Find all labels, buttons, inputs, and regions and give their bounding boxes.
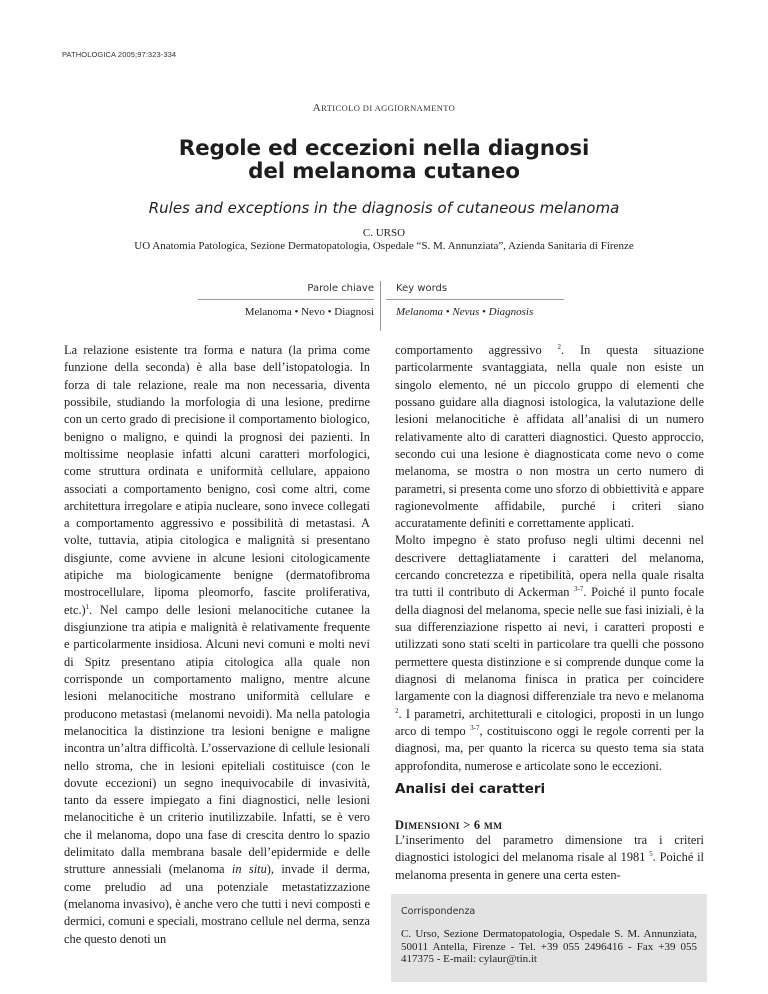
article-title-line1: Regole ed eccezioni nella diagnosi [178, 136, 590, 161]
keywords-it-heading: Parole chiave [307, 283, 374, 294]
text-run: , costituiscono oggi le regole correnti per la diagnosi, ma, per quanto la ricerca su questo tema sia stata approfondita, numerose e articolate sono le eccezioni. [395, 723, 704, 773]
article-subtitle: Rules and exceptions in the diagnosis of cutaneous melanoma [148, 199, 620, 217]
paragraph [395, 832, 704, 884]
article-title-line2: del melanoma cutaneo [248, 159, 520, 184]
citation: 3-7 [574, 585, 584, 594]
text-run: . Poiché il punto focale della diagnosi del melanoma, specie nelle sue fasi iniziali, è la sua differenziazione rispetto ai nevi, i caratteri proposti e utilizzati sono stati scelti in particolare tra quelli che possono permettere questa distinzione e si comprende dunque come la diagnosi di melanoma finisca in pratica per coincidere largamente con la diagnosi differenziale tra nevo e melanoma [395, 585, 704, 704]
citation: 1 [85, 602, 90, 611]
article-type-rest: RTICOLO DI AGGIORNAMENTO [321, 103, 456, 113]
citation: 2 [557, 343, 562, 351]
affiliation: UO Anatomia Patologica, Sezione Dermatopatologia, Ospedale “S. M. Annunziata”, Azienda Sanitaria di Firenze [134, 240, 634, 252]
subhead-initial: D [395, 818, 405, 832]
subhead-rest: IMENSIONI [404, 822, 460, 832]
citation: 2 [395, 706, 399, 715]
citation: 3-7 [470, 723, 480, 732]
article-type-initial: A [312, 102, 322, 114]
citation: 5 [649, 850, 653, 859]
paragraph [395, 532, 704, 774]
keywords-en-heading: Key words [396, 283, 448, 294]
article-type-label [0, 102, 768, 114]
keywords-en: Melanoma • Nevus • Diagnosis [396, 306, 534, 318]
paragraph [395, 342, 704, 532]
subhead-value: > 6 [463, 818, 481, 832]
text-run: ), invade il derma, come preludio ad una potenziale metastatizzazione (melanoma invasivo), è anche vero che tutti i nevi composti e dermici, comuni e speciali, mostrano cellule nel derma, senza che questo denoti un [64, 862, 370, 946]
emphasis: in situ [231, 862, 267, 877]
correspondence-heading: Corrispondenza [401, 906, 476, 917]
keywords-rule-left [198, 299, 374, 300]
text-run: La relazione esistente tra forma e natura (la prima come funzione della seconda) è alla base dell’istopatologia. In forza di tale relazione, reale ma non necessaria, diventa possibile, studiando la morfologia di una lesione, predirne con un certo grado di precisione il comportamento biologico, benigno o maligno, e quindi la prognosi dei pazienti. In moltissime neoplasie infatti alcuni caratteri morfologici, come struttura ordinata e uniformità cellulare, appaiono associati a comportamento benigno, così come altri, come architettura irregolare e atipia nucleare, sono invece collegati a comportamento aggressivo e possibilità di metastasi. A volte, tuttavia, atipia citologica e malignità si presentano disgiunte, come avviene in alcune lesioni citologicamente atipiche ma biologicamente benigne (dermatofibroma mostrocellulare, lipoma pleomorfo, fascite proliferativa, etc.) [64, 343, 370, 617]
text-run: . Poiché il melanoma presenta in genere una certa esten- [395, 850, 704, 882]
subsection-heading [395, 818, 502, 833]
right-column [395, 342, 704, 775]
subhead-unit: MM [483, 822, 503, 832]
running-head: PATHOLOGICA 2005;97:323-334 [62, 50, 177, 59]
keywords-it: Melanoma • Nevo • Diagnosi [244, 306, 374, 318]
right-column-continued [395, 832, 704, 884]
text-run: . I parametri, architetturali e citologici, proposti in un lungo arco di tempo [395, 706, 704, 738]
correspondence-box [391, 894, 707, 982]
paragraph [64, 342, 370, 948]
text-run: L’inserimento del parametro dimensione tra i criteri diagnostici istologici del melanoma risale al 1981 [395, 833, 704, 865]
text-run: comportamento aggressivo [395, 343, 542, 357]
section-heading: Analisi dei caratteri [395, 781, 546, 797]
text-run: . Nel campo delle lesioni melanocitiche cutanee la disgiunzione tra atipia e malignità è relativamente frequente e particolarmente insidiosa. Alcuni nevi comuni e molti nevi di Spitz presentano atipia citologica alla quale non corrisponde un comportamento maligno, mentre alcune lesioni melanocitiche mostrano uniformità cellulare e producono metastasi (melanomi nevoidi). Ma nella patologia melanocitica la distinzione tra lesioni benigne e maligne incontra un’altra difficoltà. L’osservazione di cellule lesionali nello stroma, che in lesioni epiteliali costituisce (con le dovute eccezioni) un segno inequivocabile di invasività, tanto da essere impiegato a fini diagnostici, nelle lesioni melanocitiche è un criterio inutilizzabile. Infatti, se è vero che il melanoma, dopo una fase di crescita dentro lo spazio delimitato dalla membrana basale dell’epidermide e delle strutture annessiali (melanoma [64, 602, 370, 877]
correspondence-text: C. Urso, Sezione Dermatopatologia, Ospedale S. M. Annunziata, 50011 Antella, Firenze - Tel. +39 055 2496416 - Fax +39 055 417375 - E-mail: cylaur@tin.it [401, 928, 697, 965]
article-title [0, 137, 768, 183]
text-run: . In questa situazione particolarmente svantaggiata, nella quale non esiste un singolo elemento, né un piccolo gruppo di elementi che possano guidare alla diagnosi istologica, la valutazione delle lesioni melanocitiche è affidata all’analisi di un numero relativamente alto di caratteri diagnostici. Questo approccio, secondo cui una lesione è diagnosticata come nevo o come melanoma, se mostra o non mostra un certo numero di parametri, si presenta come uno sforzo di obbiettività e appare ragionevolmente affidabile, purché i criteri siano accuratamente definiti e correttamente applicati. [395, 343, 704, 531]
keywords-rule-right [386, 299, 564, 300]
left-column [64, 342, 370, 948]
author: C. URSO [362, 227, 406, 239]
keywords-divider [380, 281, 381, 331]
text-run: Molto impegno è stato profuso negli ultimi decenni nel descrivere dettagliatamente i caratteri del melanoma, cercando concretezza e ripetibilità, opera nella quale risalta tra tutti il contributo di Ackerman [395, 533, 704, 600]
